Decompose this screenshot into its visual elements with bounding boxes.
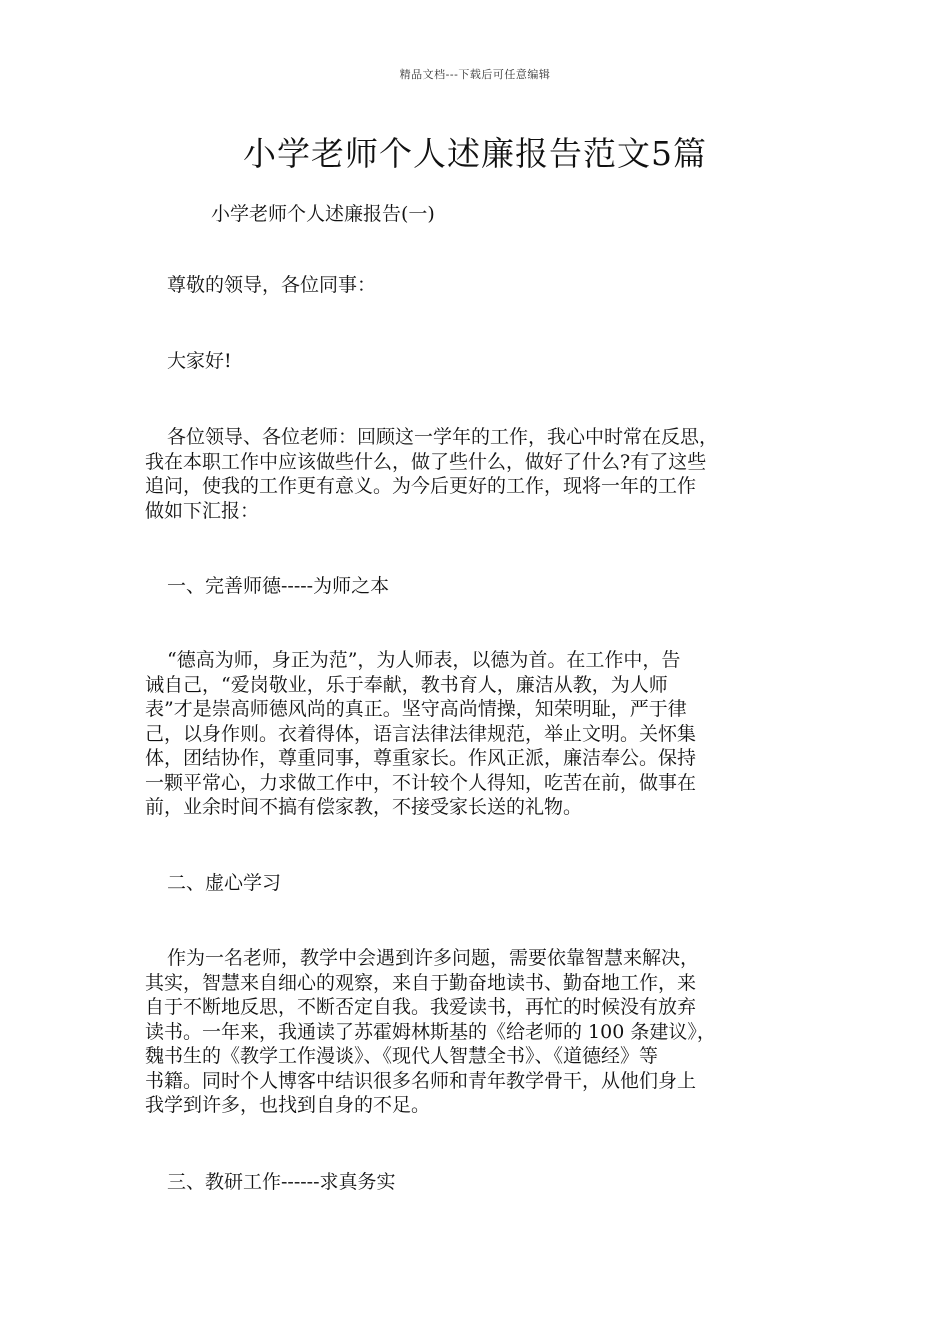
section2-line: 书籍。同时个人博客中结识很多名师和青年教学骨干，从他们身上 xyxy=(145,1069,697,1092)
section1-line: 己，以身作则。衣着得体，语言法律法律规范，举止文明。关怀集 xyxy=(145,722,697,745)
salutation: 尊敬的领导，各位同事： xyxy=(167,274,377,296)
section2-heading: 二、虚心学习 xyxy=(167,872,282,894)
section1-line: 诫自己，“爱岗敬业，乐于奉献，教书育人，廉洁从教，为人师 xyxy=(145,673,668,696)
greeting: 大家好! xyxy=(167,350,232,372)
section1-line: 一颗平常心，力求做工作中，不计较个人得知，吃苦在前，做事在 xyxy=(145,771,697,794)
header-note: 精品文档---下载后可任意编辑 xyxy=(399,68,551,81)
intro-line: 我在本职工作中应该做些什么，做了些什么，做好了什么?有了这些 xyxy=(145,450,707,473)
intro-line: 各位领导、各位老师：回顾这一学年的工作，我心中时常在反思， xyxy=(167,426,719,448)
section2-line: 其实，智慧来自细心的观察，来自于勤奋地读书、勤奋地工作，来 xyxy=(145,971,697,994)
section1-line: 前，业余时间不搞有偿家教，不接受家长送的礼物。 xyxy=(145,796,583,818)
intro-line: 做如下汇报： xyxy=(145,499,260,522)
section2-line: 自于不断地反思，不断否定自我。我爱读书，再忙的时候没有放弃 xyxy=(145,996,697,1018)
intro-paragraph xyxy=(145,425,825,523)
section2-paragraph xyxy=(145,946,825,1118)
report-subtitle: 小学老师个人述廉报告(一) xyxy=(211,203,435,225)
section1-line: 体，团结协作，尊重同事，尊重家长。作风正派，廉洁奉公。保持 xyxy=(145,747,697,769)
section2-line: 我学到许多，也找到自身的不足。 xyxy=(145,1094,431,1116)
section2-line: 魏书生的《教学工作漫谈》、《现代人智慧全书》、《道德经》等 xyxy=(145,1045,659,1067)
section3-heading: 三、教研工作------求真务实 xyxy=(167,1171,396,1193)
section1-line: “德高为师，身正为范”，为人师表，以德为首。在工作中，告 xyxy=(167,649,681,671)
intro-line: 追问，使我的工作更有意义。为今后更好的工作，现将一年的工作 xyxy=(145,475,697,497)
section1-line: 表”才是崇高师德风尚的真正。坚守高尚情操，知荣明耻，严于律 xyxy=(145,698,687,720)
section1-heading: 一、完善师德-----为师之本 xyxy=(167,575,390,597)
document-title: 小学老师个人述廉报告范文5篇 xyxy=(243,134,707,173)
section2-line: 读书。一年来，我通读了苏霍姆林斯基的《给老师的 100 条建议》， xyxy=(145,1020,716,1043)
section1-paragraph xyxy=(145,648,825,820)
section2-line: 作为一名老师，教学中会遇到许多问题，需要依靠智慧来解决， xyxy=(167,947,700,969)
